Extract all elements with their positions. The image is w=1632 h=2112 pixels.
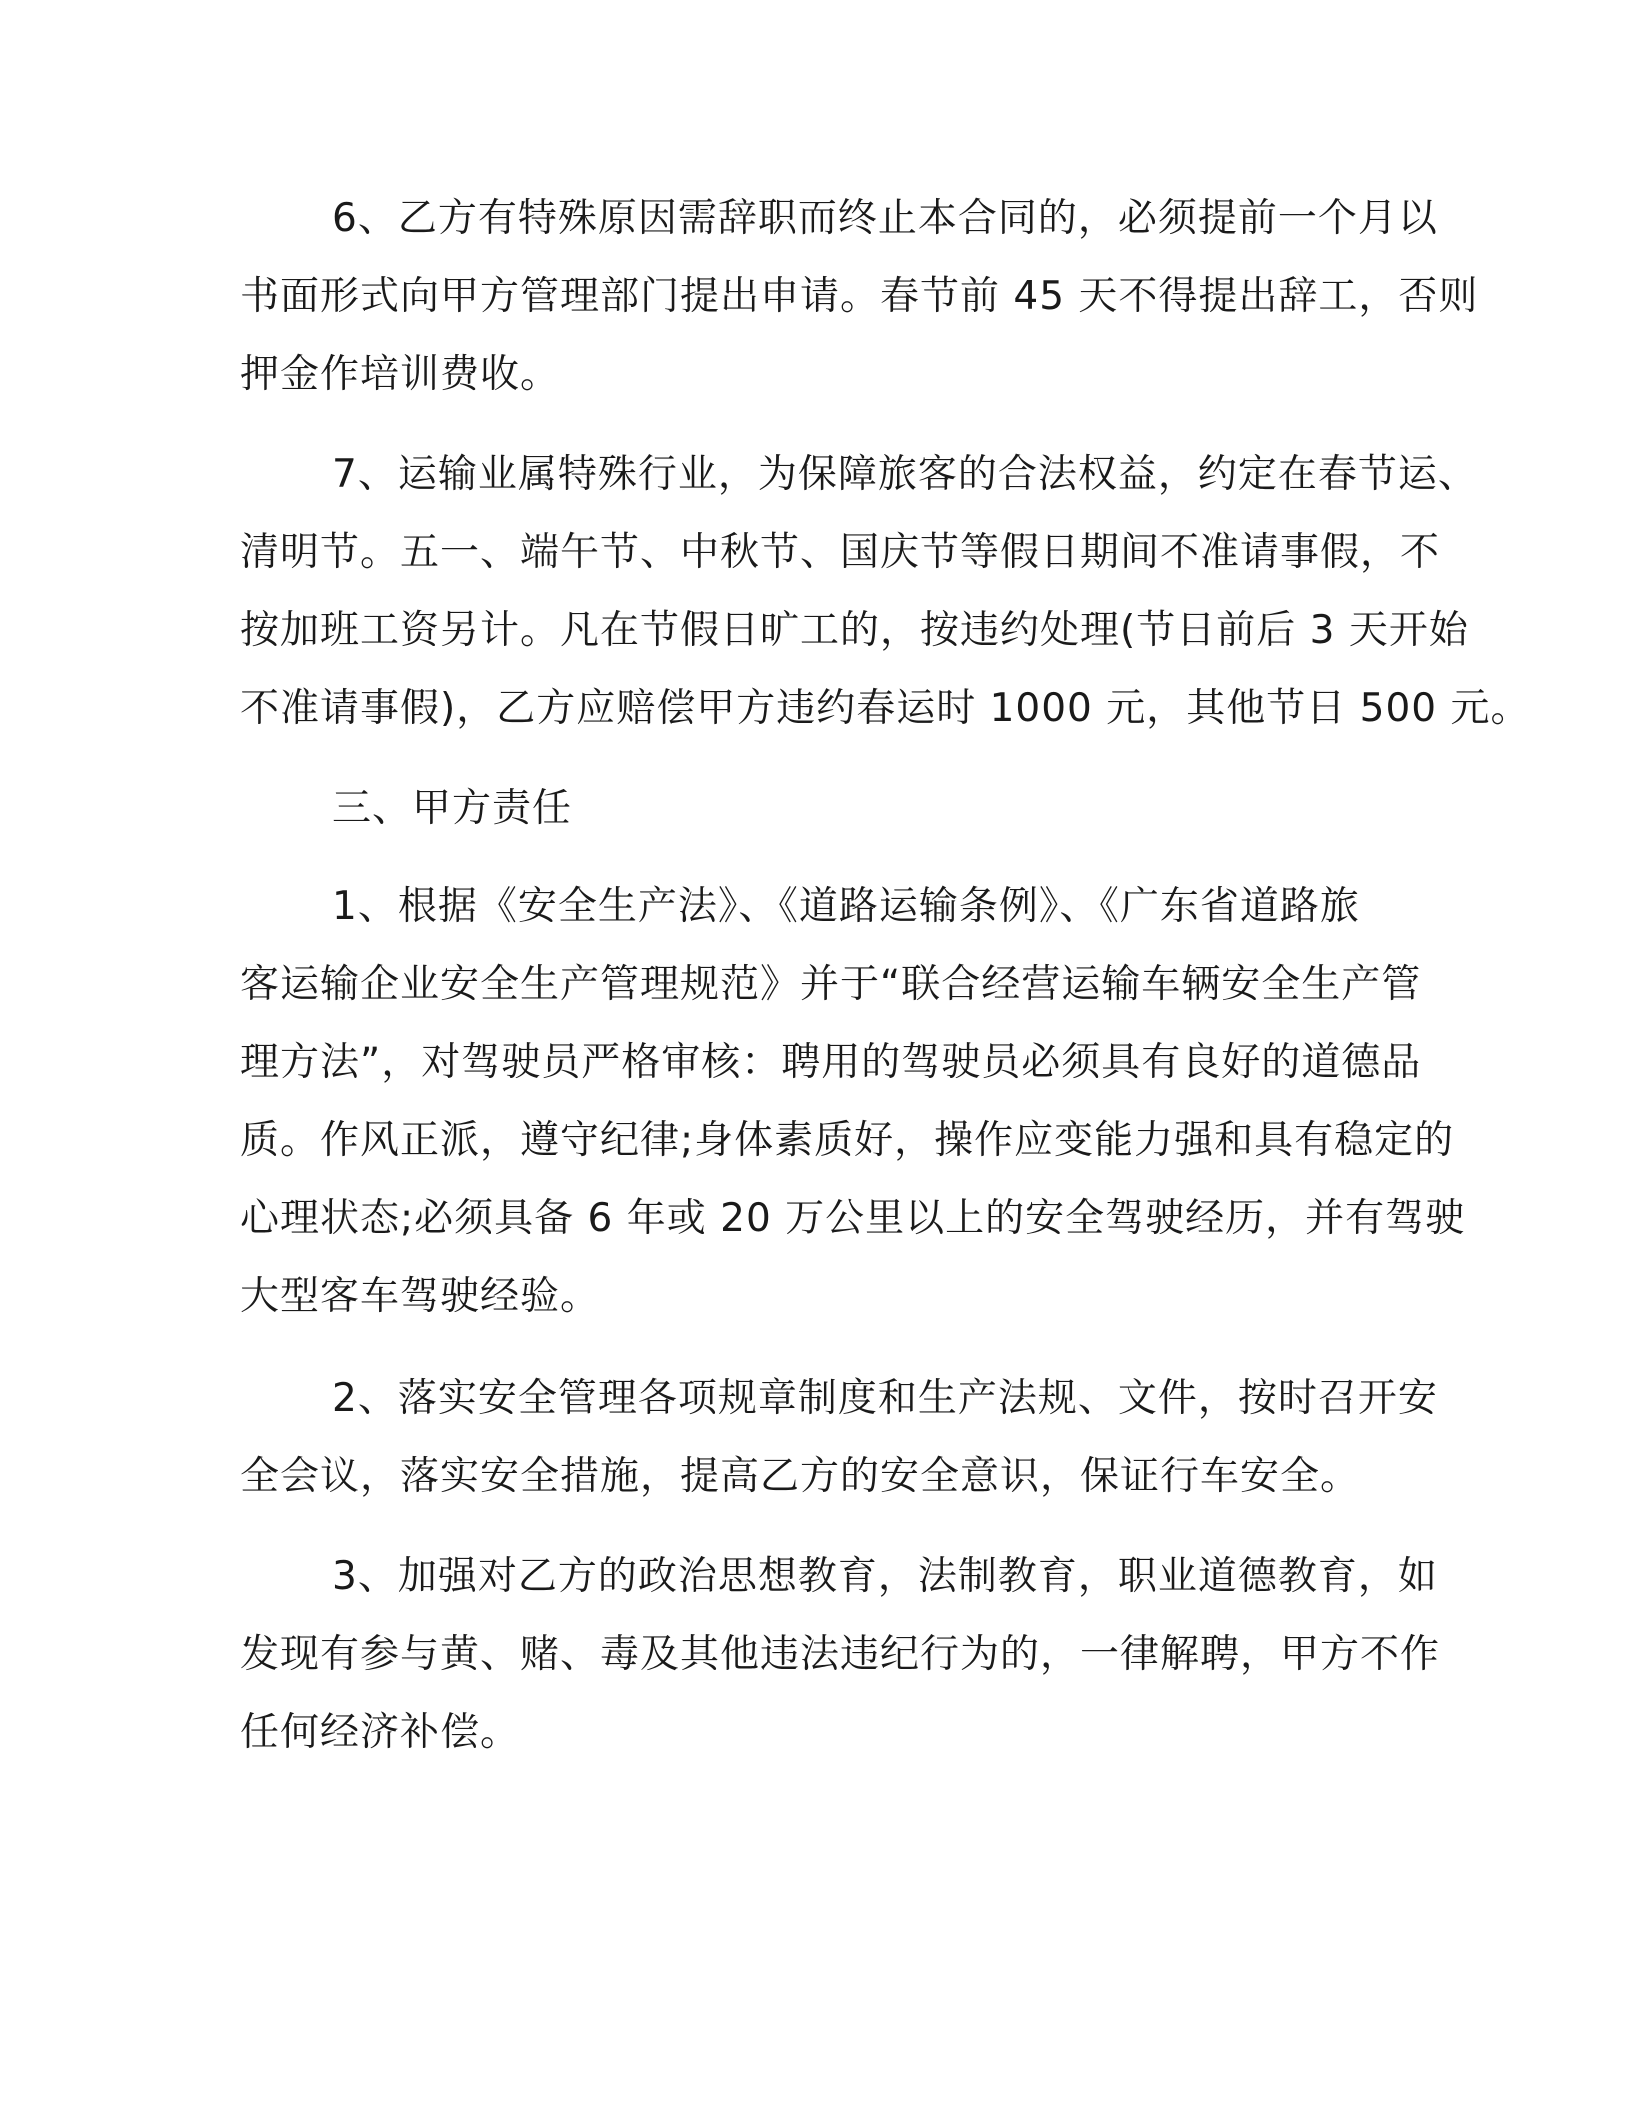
paragraph-line: 2、落实安全管理各项规章制度和生产法规、文件，按时召开安 <box>332 1376 1438 1421</box>
paragraph-line: 不准请事假)，乙方应赔偿甲方违约春运时 1000 元，其他节日 500 元。 <box>240 686 1531 731</box>
paragraph-line: 大型客车驾驶经验。 <box>240 1274 601 1319</box>
clause-1-paragraph <box>240 868 1466 1336</box>
paragraph-line: 客运输企业安全生产管理规范》并于“联合经营运输车辆安全生产管 <box>240 962 1422 1007</box>
paragraph-line: 1、根据《安全生产法》、《道路运输条例》、《广东省道路旅 <box>332 884 1360 929</box>
paragraph-line: 6、乙方有特殊原因需辞职而终止本合同的，必须提前一个月以 <box>332 196 1438 241</box>
paragraph-line: 质。作风正派，遵守纪律;身体素质好，操作应变能力强和具有稳定的 <box>240 1118 1455 1163</box>
paragraph-line: 7、运输业属特殊行业，为保障旅客的合法权益，约定在春节运、 <box>332 452 1478 497</box>
paragraph-line: 发现有参与黄、赌、毒及其他违法违纪行为的，一律解聘，甲方不作 <box>240 1632 1441 1677</box>
paragraph-line: 全会议，落实安全措施，提高乙方的安全意识，保证行车安全。 <box>240 1454 1361 1499</box>
paragraph-line: 心理状态;必须具备 6 年或 20 万公里以上的安全驾驶经历，并有驾驶 <box>240 1196 1466 1241</box>
section-heading: 三、甲方责任 <box>332 786 573 831</box>
paragraph-line: 押金作培训费收。 <box>240 352 561 397</box>
paragraph-line: 3、加强对乙方的政治思想教育，法制教育，职业道德教育，如 <box>332 1554 1438 1599</box>
paragraph-line: 理方法”，对驾驶员严格审核：聘用的驾驶员必须具有良好的道德品 <box>240 1040 1422 1085</box>
paragraph-line: 清明节。五一、端午节、中秋节、国庆节等假日期间不准请事假，不 <box>240 530 1441 575</box>
paragraph-line: 按加班工资另计。凡在节假日旷工的，按违约处理(节日前后 3 天开始 <box>240 608 1469 653</box>
clause-6-paragraph <box>240 180 1479 414</box>
clause-7-paragraph <box>240 436 1531 748</box>
clause-2-paragraph <box>240 1360 1438 1516</box>
paragraph-line: 任何经济补偿。 <box>240 1710 521 1755</box>
clause-3-paragraph <box>240 1538 1441 1772</box>
paragraph-line: 书面形式向甲方管理部门提出申请。春节前 45 天不得提出辞工，否则 <box>240 274 1479 319</box>
